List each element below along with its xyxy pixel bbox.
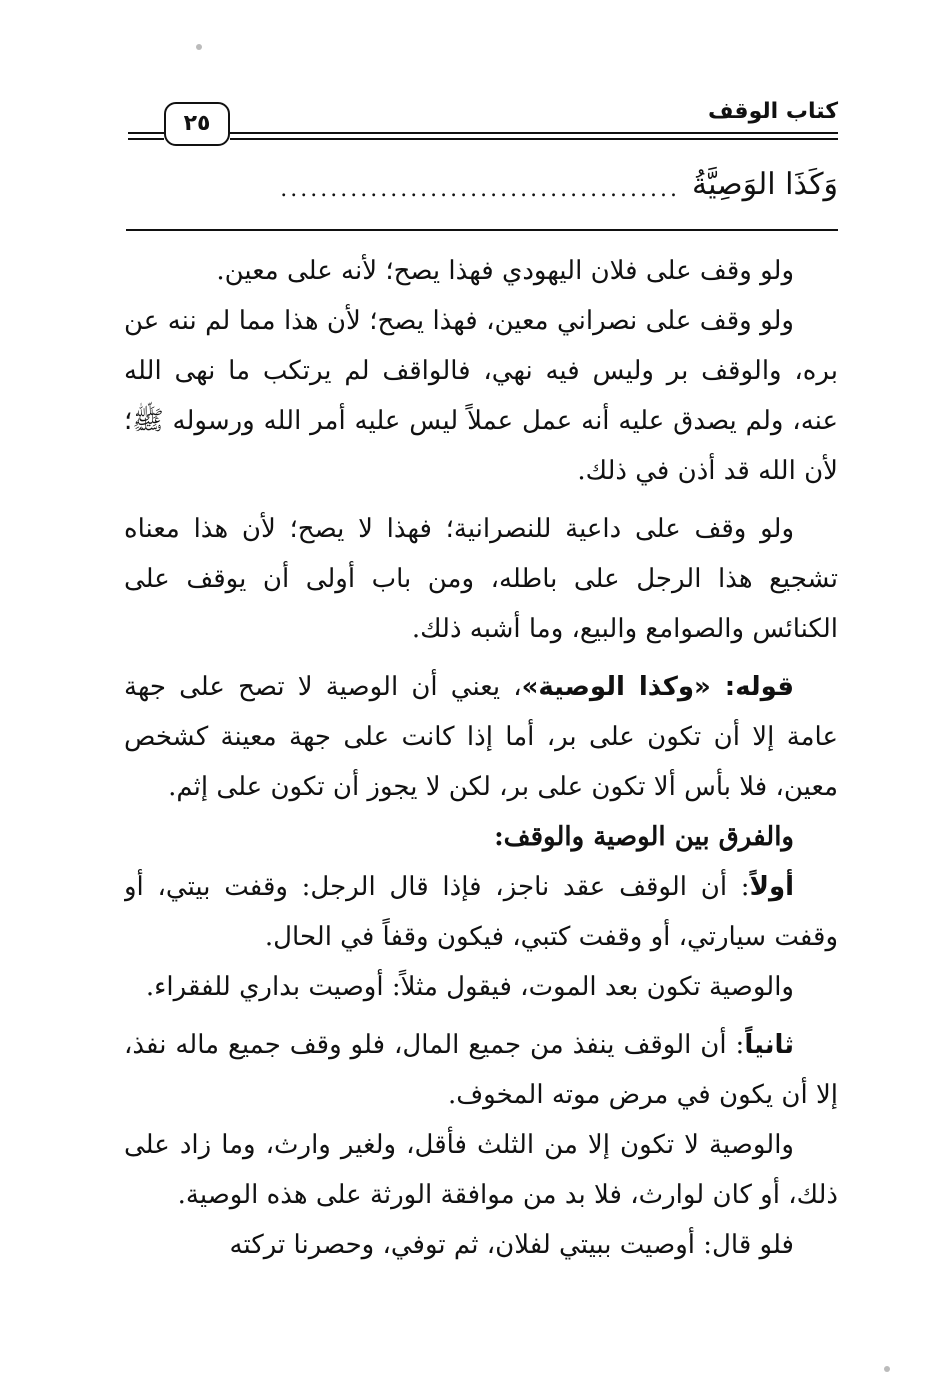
section-heading: والفرق بين الوصية والوقف:: [494, 822, 794, 852]
matn-divider: [126, 229, 838, 231]
paragraph-text: والوصية لا تكون إلا من الثلث فأقل، ولغير وارث، وما زاد على ذلك، أو كان لوارث، فلا بد من موافقة الورثة على هذه الوصية.: [124, 1130, 838, 1210]
difference-paragraph: [124, 1220, 838, 1270]
paragraph-lead-tail: :: [727, 872, 750, 902]
running-header: [124, 94, 838, 154]
paragraph-text: ولو وقف على فلان اليهودي فهذا يصح؛ لأنه على معين.: [216, 256, 794, 286]
paragraph-lead-tail: :: [726, 1030, 745, 1060]
paragraph-text: فلو قال: أوصيت ببيتي لفلان، ثم توفي، وحصرنا تركته: [229, 1230, 794, 1260]
scan-speck: [884, 1366, 890, 1372]
paragraph: [124, 296, 838, 496]
paragraph: [124, 246, 838, 296]
paragraph-lead: أولاً: [749, 872, 795, 902]
paragraph-lead: ثانياً: [744, 1030, 794, 1060]
matn-text: وَكَذَا الوَصِيَّةُ: [692, 167, 838, 202]
matn-dots: ........................................: [280, 177, 681, 202]
paragraph-lead: قوله: «وكذا الوصية»: [521, 672, 794, 702]
difference-paragraph: [124, 1020, 838, 1120]
paragraph-text: ولو وقف على داعية للنصرانية؛ فهذا لا يصح؛ لأن هذا معناه تشجيع هذا الرجل على باطله، ومن باب أولى أن يوقف على الكنائس والصوامع والبيع، وما أشبه ذلك.: [124, 514, 838, 644]
book-title: كتاب الوقف: [707, 99, 838, 124]
header-rule: [128, 138, 164, 140]
scan-speck: [196, 44, 202, 50]
commentary-body: [124, 246, 838, 1316]
page-number: ٢٥: [164, 102, 230, 146]
paragraph: [124, 662, 838, 812]
paragraph-text: ولو وقف على نصراني معين، فهذا يصح؛ لأن هذا مما لم ننه عن بره، والوقف بر وليس فيه نهي، فالواقف لم يرتكب ما نهى الله عنه، ولم يصدق عليه أنه عمل عملاً ليس عليه أمر الله ورسوله ﷺ؛ لأن الله قد أذن في ذلك.: [124, 306, 838, 486]
paragraph: [124, 504, 838, 654]
paragraph-text: يعني أن الوصية لا تصح على جهة عامة إلا أن تكون على بر، أما إذا كانت على جهة معينة كشخص معين، فلا بأس ألا تكون على بر، لكن لا يجوز أن تكون على إثم.: [124, 672, 838, 802]
header-rule: [230, 138, 838, 140]
header-rule: [128, 132, 164, 134]
paragraph-lead-tail: ،: [500, 672, 522, 702]
difference-paragraph: [124, 1120, 838, 1220]
difference-paragraph: [124, 962, 838, 1012]
paragraph-text: أن الوقف عقد ناجز، فإذا قال الرجل: وقفت بيتي، أو وقفت سيارتي، أو وقفت كتبي، فيكون وقفاً في الحال.: [124, 872, 838, 952]
header-rule: [230, 132, 838, 134]
difference-paragraph: [124, 862, 838, 962]
paragraph-text: والوصية تكون بعد الموت، فيقول مثلاً: أوصيت بداري للفقراء.: [145, 972, 794, 1002]
matn-quote: [126, 160, 838, 210]
paragraph-text: أن الوقف ينفذ من جميع المال، فلو وقف جميع ماله نفذ، إلا أن يكون في مرض موته المخوف.: [124, 1030, 838, 1110]
